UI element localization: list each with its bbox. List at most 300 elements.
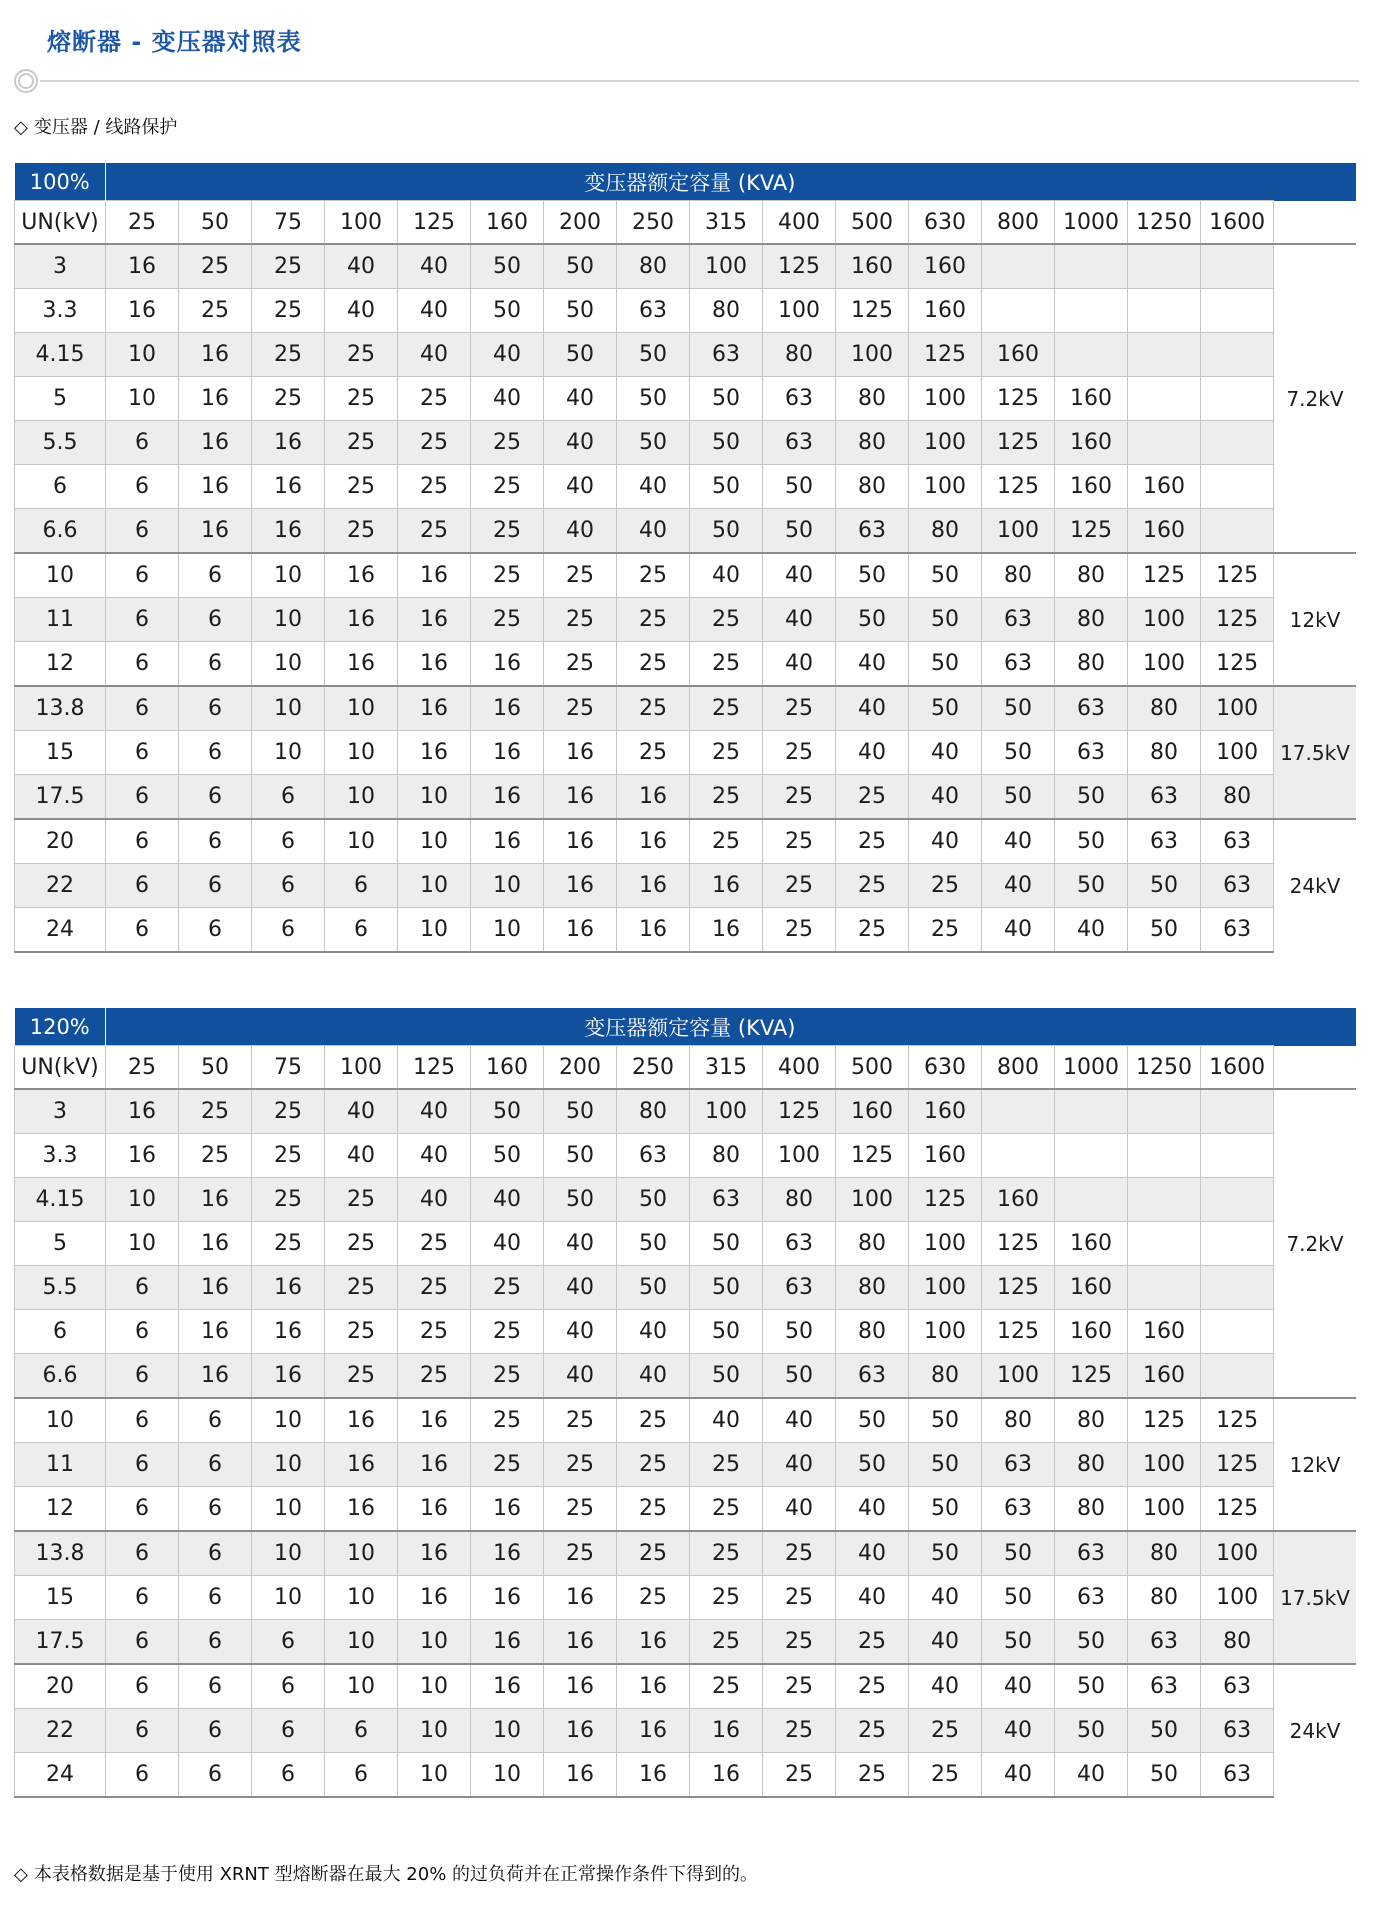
fuse-rating-cell: 16 (617, 775, 690, 820)
fuse-rating-cell: 16 (471, 1487, 544, 1532)
footnote-text: 本表格数据是基于使用 XRNT 型熔断器在最大 20% 的过负荷并在正常操作条件下得到的。 (33, 1864, 759, 1885)
fuse-rating-cell: 16 (106, 1134, 179, 1178)
fuse-rating-cell: 40 (544, 509, 617, 554)
un-kv-header: UN(kV) (15, 1046, 106, 1090)
fuse-rating-cell: 100 (909, 421, 982, 465)
section-subtitle (14, 113, 1359, 139)
load-percent-label: 100% (15, 163, 106, 201)
fuse-rating-cell: 63 (1055, 686, 1128, 731)
fuse-rating-cell: 125 (909, 333, 982, 377)
capacity-column-header: 1250 (1128, 1046, 1201, 1090)
fuse-rating-cell: 16 (398, 642, 471, 687)
fuse-rating-cell: 63 (1128, 819, 1201, 864)
fuse-rating-cell: 25 (179, 289, 252, 333)
fuse-rating-cell: 25 (398, 421, 471, 465)
fuse-rating-cell (1128, 244, 1201, 289)
table-row (15, 1266, 1356, 1310)
row-un-label: 5.5 (15, 1266, 106, 1310)
fuse-rating-cell: 160 (1055, 1266, 1128, 1310)
fuse-rating-cell: 100 (1128, 1487, 1201, 1532)
fuse-rating-cell: 40 (544, 1354, 617, 1399)
capacity-column-header: 800 (982, 1046, 1055, 1090)
fuse-rating-cell: 16 (398, 598, 471, 642)
ring-icon (14, 69, 38, 93)
fuse-rating-cell: 25 (471, 1443, 544, 1487)
fuse-rating-cell: 80 (763, 333, 836, 377)
row-un-label: 3 (15, 1089, 106, 1134)
fuse-rating-cell: 50 (617, 377, 690, 421)
fuse-rating-cell: 50 (544, 289, 617, 333)
fuse-rating-cell: 6 (252, 908, 325, 953)
fuse-rating-cell: 16 (544, 731, 617, 775)
fuse-rating-cell: 10 (398, 775, 471, 820)
fuse-rating-cell: 25 (471, 509, 544, 554)
fuse-rating-cell: 10 (252, 1576, 325, 1620)
fuse-rating-cell (1055, 289, 1128, 333)
fuse-rating-cell: 6 (179, 908, 252, 953)
fuse-rating-cell: 6 (252, 1753, 325, 1798)
fuse-rating-cell: 125 (1201, 642, 1274, 687)
fuse-rating-cell: 6 (106, 1753, 179, 1798)
fuse-rating-cell (1055, 244, 1128, 289)
fuse-rating-cell: 125 (1128, 553, 1201, 598)
fuse-rating-cell: 63 (763, 1266, 836, 1310)
fuse-rating-cell: 50 (690, 421, 763, 465)
fuse-rating-cell: 25 (544, 1443, 617, 1487)
fuse-rating-cell: 40 (836, 1487, 909, 1532)
fuse-rating-cell: 10 (325, 1664, 398, 1709)
capacity-column-header: 315 (690, 1046, 763, 1090)
fuse-rating-cell: 16 (179, 421, 252, 465)
fuse-rating-cell: 10 (325, 686, 398, 731)
fuse-rating-cell: 125 (1201, 553, 1274, 598)
fuse-rating-cell: 10 (471, 1753, 544, 1798)
fuse-rating-cell: 25 (252, 1134, 325, 1178)
fuse-rating-cell: 25 (252, 333, 325, 377)
table-row (15, 1576, 1356, 1620)
fuse-rating-cell: 25 (763, 819, 836, 864)
capacity-column-header: 250 (617, 1046, 690, 1090)
fuse-rating-cell: 40 (763, 598, 836, 642)
fuse-rating-cell: 40 (836, 686, 909, 731)
fuse-rating-cell: 25 (690, 1620, 763, 1665)
fuse-rating-cell: 25 (909, 908, 982, 953)
fuse-rating-cell: 160 (1128, 1310, 1201, 1354)
fuse-rating-cell: 160 (909, 1134, 982, 1178)
fuse-rating-cell: 40 (982, 1664, 1055, 1709)
diamond-icon: ◇ (14, 1864, 28, 1885)
kv-column-spacer (1274, 1046, 1356, 1090)
fuse-rating-cell: 25 (471, 598, 544, 642)
fuse-rating-cell: 50 (1055, 1620, 1128, 1665)
fuse-rating-cell: 16 (690, 908, 763, 953)
fuse-rating-cell: 25 (252, 1089, 325, 1134)
fuse-rating-cell: 100 (763, 289, 836, 333)
fuse-rating-cell: 40 (982, 864, 1055, 908)
fuse-rating-cell (1201, 1134, 1274, 1178)
fuse-rating-cell: 63 (1055, 1576, 1128, 1620)
fuse-rating-cell: 63 (1055, 1531, 1128, 1576)
fuse-rating-cell: 25 (471, 1310, 544, 1354)
fuse-rating-cell: 6 (252, 1709, 325, 1753)
fuse-rating-cell: 63 (982, 642, 1055, 687)
fuse-rating-cell: 63 (690, 333, 763, 377)
table-row (15, 1398, 1356, 1443)
row-un-label: 6.6 (15, 509, 106, 554)
fuse-rating-cell: 10 (471, 908, 544, 953)
capacity-column-header: 160 (471, 1046, 544, 1090)
fuse-rating-cell: 10 (106, 333, 179, 377)
fuse-rating-cell: 80 (909, 509, 982, 554)
fuse-rating-cell: 10 (252, 686, 325, 731)
fuse-rating-cell: 160 (982, 1178, 1055, 1222)
fuse-rating-cell: 25 (836, 1664, 909, 1709)
fuse-rating-cell: 16 (617, 908, 690, 953)
capacity-column-header: 50 (179, 201, 252, 245)
fuse-rating-cell: 6 (106, 775, 179, 820)
fuse-rating-cell: 80 (1055, 1443, 1128, 1487)
fuse-rating-cell: 25 (325, 1310, 398, 1354)
fuse-rating-cell: 25 (471, 421, 544, 465)
row-un-label: 22 (15, 1709, 106, 1753)
fuse-rating-cell: 100 (1128, 598, 1201, 642)
fuse-rating-cell: 25 (325, 509, 398, 554)
fuse-rating-cell: 10 (325, 1620, 398, 1665)
fuse-rating-cell (982, 244, 1055, 289)
row-un-label: 6 (15, 1310, 106, 1354)
voltage-group-label: 12kV (1274, 1398, 1356, 1531)
fuse-rating-cell (1128, 1134, 1201, 1178)
fuse-rating-cell: 25 (617, 686, 690, 731)
fuse-rating-cell: 10 (398, 819, 471, 864)
fuse-rating-cell: 25 (325, 1354, 398, 1399)
fuse-rating-cell: 160 (909, 1089, 982, 1134)
fuse-rating-cell: 16 (690, 1753, 763, 1798)
fuse-rating-cell: 25 (544, 598, 617, 642)
header-rule (14, 65, 1359, 97)
fuse-rating-cell: 16 (252, 1310, 325, 1354)
fuse-rating-cell: 63 (836, 1354, 909, 1399)
fuse-rating-cell: 50 (471, 289, 544, 333)
fuse-rating-cell: 50 (544, 1134, 617, 1178)
fuse-rating-cell: 25 (690, 598, 763, 642)
fuse-rating-cell: 25 (179, 1134, 252, 1178)
fuse-rating-cell: 16 (617, 819, 690, 864)
table-row (15, 819, 1356, 864)
fuse-rating-cell: 125 (1128, 1398, 1201, 1443)
capacity-column-header: 25 (106, 1046, 179, 1090)
fuse-rating-cell: 100 (1201, 1576, 1274, 1620)
fuse-rating-cell: 50 (617, 1266, 690, 1310)
fuse-rating-cell: 16 (544, 1753, 617, 1798)
fuse-rating-cell: 125 (836, 1134, 909, 1178)
table-row (15, 908, 1356, 953)
fuse-rating-cell: 25 (763, 1664, 836, 1709)
table-row (15, 377, 1356, 421)
fuse-rating-cell: 16 (179, 509, 252, 554)
fuse-rating-cell: 125 (982, 465, 1055, 509)
fuse-rating-cell: 6 (106, 819, 179, 864)
capacity-column-header: 200 (544, 1046, 617, 1090)
fuse-rating-cell: 6 (325, 1753, 398, 1798)
fuse-rating-cell: 25 (836, 1753, 909, 1798)
table-row (15, 686, 1356, 731)
fuse-rating-cell: 25 (398, 509, 471, 554)
fuse-rating-cell: 6 (179, 731, 252, 775)
fuse-rating-cell (1128, 1266, 1201, 1310)
footnote (14, 1860, 1359, 1886)
fuse-rating-cell: 25 (617, 731, 690, 775)
capacity-column-header: 500 (836, 1046, 909, 1090)
fuse-rating-cell: 16 (471, 1576, 544, 1620)
fuse-rating-cell: 125 (1201, 598, 1274, 642)
fuse-rating-cell: 63 (1201, 1664, 1274, 1709)
fuse-rating-cell: 6 (106, 1531, 179, 1576)
fuse-rating-cell: 50 (690, 1266, 763, 1310)
fuse-rating-cell: 160 (1055, 465, 1128, 509)
fuse-rating-cell: 25 (252, 1178, 325, 1222)
fuse-rating-cell: 50 (1055, 864, 1128, 908)
table-row (15, 642, 1356, 687)
fuse-rating-cell: 63 (690, 1178, 763, 1222)
fuse-rating-cell: 16 (690, 1709, 763, 1753)
fuse-rating-cell: 40 (325, 1134, 398, 1178)
fuse-rating-cell: 25 (690, 1531, 763, 1576)
row-un-label: 11 (15, 1443, 106, 1487)
fuse-rating-cell: 6 (179, 1620, 252, 1665)
fuse-rating-cell: 25 (690, 642, 763, 687)
fuse-rating-cell: 6 (106, 1443, 179, 1487)
fuse-rating-cell: 25 (690, 1664, 763, 1709)
fuse-rating-cell: 80 (1055, 598, 1128, 642)
fuse-rating-cell: 25 (252, 289, 325, 333)
fuse-rating-cell: 6 (179, 1487, 252, 1532)
fuse-rating-cell: 100 (1128, 1443, 1201, 1487)
table-row (15, 864, 1356, 908)
fuse-rating-cell: 25 (398, 1266, 471, 1310)
fuse-rating-cell: 25 (690, 819, 763, 864)
voltage-group-label: 24kV (1274, 1664, 1356, 1797)
subtitle-text: 变压器 / 线路保护 (33, 117, 178, 138)
fuse-rating-cell: 100 (982, 1354, 1055, 1399)
fuse-rating-cell: 25 (836, 775, 909, 820)
fuse-rating-cell (1201, 1222, 1274, 1266)
fuse-rating-cell: 50 (836, 553, 909, 598)
fuse-rating-cell: 160 (982, 333, 1055, 377)
fuse-rating-cell: 6 (106, 908, 179, 953)
fuse-rating-cell: 10 (106, 1178, 179, 1222)
capacity-column-header: 50 (179, 1046, 252, 1090)
fuse-rating-cell: 40 (690, 553, 763, 598)
table-row (15, 1709, 1356, 1753)
fuse-rating-cell: 40 (982, 1709, 1055, 1753)
fuse-rating-cell: 63 (617, 1134, 690, 1178)
fuse-rating-cell: 125 (1055, 1354, 1128, 1399)
fuse-rating-cell: 25 (398, 465, 471, 509)
capacity-column-header: 100 (325, 201, 398, 245)
fuse-rating-cell: 100 (690, 1089, 763, 1134)
row-un-label: 13.8 (15, 686, 106, 731)
fuse-rating-cell: 40 (836, 642, 909, 687)
fuse-rating-cell: 40 (398, 1134, 471, 1178)
row-un-label: 10 (15, 1398, 106, 1443)
fuse-rating-cell: 160 (836, 1089, 909, 1134)
fuse-rating-cell: 16 (471, 686, 544, 731)
fuse-rating-cell: 80 (1055, 642, 1128, 687)
capacity-column-header: 400 (763, 1046, 836, 1090)
fuse-rating-cell: 10 (325, 819, 398, 864)
row-un-label: 5 (15, 377, 106, 421)
kv-band-filler (1274, 163, 1356, 201)
fuse-rating-cell: 50 (909, 598, 982, 642)
fuse-rating-cell: 80 (617, 244, 690, 289)
table-row (15, 244, 1356, 289)
fuse-rating-cell: 80 (1055, 553, 1128, 598)
fuse-rating-cell: 6 (106, 1266, 179, 1310)
fuse-rating-cell: 40 (544, 1222, 617, 1266)
table-row (15, 731, 1356, 775)
fuse-transformer-table (14, 163, 1356, 953)
fuse-rating-cell: 40 (763, 642, 836, 687)
table-row (15, 598, 1356, 642)
voltage-group-label: 7.2kV (1274, 1089, 1356, 1398)
fuse-rating-cell: 50 (982, 686, 1055, 731)
fuse-rating-cell: 25 (617, 553, 690, 598)
fuse-rating-cell: 25 (544, 1487, 617, 1532)
fuse-rating-cell: 10 (106, 1222, 179, 1266)
capacity-column-header: 75 (252, 1046, 325, 1090)
fuse-rating-cell: 10 (252, 642, 325, 687)
fuse-rating-cell: 10 (398, 864, 471, 908)
fuse-rating-cell: 80 (982, 553, 1055, 598)
fuse-rating-cell (1201, 1354, 1274, 1399)
fuse-rating-cell: 16 (471, 731, 544, 775)
fuse-rating-cell: 125 (982, 1222, 1055, 1266)
fuse-rating-cell: 16 (398, 1531, 471, 1576)
fuse-rating-cell: 50 (909, 1531, 982, 1576)
fuse-rating-cell: 6 (106, 1576, 179, 1620)
fuse-rating-cell: 6 (106, 465, 179, 509)
fuse-rating-cell: 125 (1055, 509, 1128, 554)
fuse-rating-cell: 25 (544, 553, 617, 598)
fuse-rating-cell: 25 (325, 377, 398, 421)
row-un-label: 3 (15, 244, 106, 289)
row-un-label: 6 (15, 465, 106, 509)
fuse-rating-cell: 25 (836, 1620, 909, 1665)
fuse-rating-cell: 16 (179, 1310, 252, 1354)
fuse-rating-cell: 50 (982, 775, 1055, 820)
fuse-rating-cell (1055, 1089, 1128, 1134)
table-row (15, 1089, 1356, 1134)
fuse-rating-cell: 40 (617, 1310, 690, 1354)
fuse-rating-cell: 6 (106, 553, 179, 598)
fuse-rating-cell: 25 (836, 908, 909, 953)
fuse-rating-cell: 25 (617, 1398, 690, 1443)
fuse-rating-cell: 40 (909, 1620, 982, 1665)
capacity-column-header: 125 (398, 201, 471, 245)
fuse-rating-cell: 10 (398, 1620, 471, 1665)
row-un-label: 4.15 (15, 1178, 106, 1222)
fuse-rating-cell: 63 (982, 1443, 1055, 1487)
fuse-rating-cell: 160 (1055, 421, 1128, 465)
fuse-rating-cell: 40 (982, 819, 1055, 864)
fuse-rating-cell: 50 (763, 1310, 836, 1354)
fuse-rating-cell: 6 (179, 1398, 252, 1443)
fuse-rating-cell: 100 (1201, 1531, 1274, 1576)
fuse-rating-cell: 40 (617, 465, 690, 509)
fuse-rating-cell (1128, 377, 1201, 421)
fuse-rating-cell: 6 (179, 1531, 252, 1576)
fuse-rating-cell (1201, 377, 1274, 421)
fuse-rating-cell: 6 (179, 1753, 252, 1798)
fuse-rating-cell: 25 (763, 775, 836, 820)
fuse-rating-cell: 50 (1128, 1753, 1201, 1798)
fuse-rating-cell: 10 (252, 1443, 325, 1487)
capacity-column-header: 630 (909, 201, 982, 245)
fuse-rating-cell (1128, 333, 1201, 377)
capacity-column-header: 315 (690, 201, 763, 245)
capacity-column-header: 1250 (1128, 201, 1201, 245)
fuse-rating-cell: 25 (836, 819, 909, 864)
fuse-rating-cell: 50 (690, 377, 763, 421)
fuse-rating-cell: 25 (690, 775, 763, 820)
capacity-column-header: 75 (252, 201, 325, 245)
fuse-rating-cell: 16 (252, 1354, 325, 1399)
fuse-rating-cell: 40 (544, 1310, 617, 1354)
fuse-rating-cell: 80 (1055, 1398, 1128, 1443)
fuse-rating-cell: 50 (982, 1576, 1055, 1620)
fuse-rating-cell: 40 (909, 1576, 982, 1620)
fuse-rating-cell: 6 (179, 1664, 252, 1709)
fuse-rating-cell: 10 (252, 598, 325, 642)
capacity-header: 变压器额定容量 (KVA) (106, 163, 1274, 201)
fuse-rating-cell: 6 (179, 686, 252, 731)
row-un-label: 5.5 (15, 421, 106, 465)
fuse-rating-cell: 40 (544, 377, 617, 421)
fuse-rating-cell: 25 (325, 1266, 398, 1310)
fuse-rating-cell: 40 (471, 333, 544, 377)
capacity-column-header: 250 (617, 201, 690, 245)
fuse-rating-cell: 25 (909, 1709, 982, 1753)
fuse-rating-cell: 100 (1201, 731, 1274, 775)
fuse-rating-cell: 6 (179, 775, 252, 820)
fuse-rating-cell: 160 (1128, 465, 1201, 509)
fuse-rating-cell: 80 (690, 1134, 763, 1178)
fuse-rating-cell: 40 (1055, 908, 1128, 953)
fuse-rating-cell: 125 (909, 1178, 982, 1222)
fuse-rating-cell: 50 (909, 642, 982, 687)
row-un-label: 15 (15, 731, 106, 775)
fuse-rating-cell: 40 (617, 1354, 690, 1399)
row-un-label: 12 (15, 642, 106, 687)
fuse-rating-cell: 63 (1055, 731, 1128, 775)
fuse-rating-cell: 160 (909, 289, 982, 333)
fuse-rating-cell: 16 (471, 775, 544, 820)
fuse-rating-cell: 25 (690, 686, 763, 731)
fuse-rating-cell: 40 (398, 333, 471, 377)
fuse-rating-cell: 50 (1128, 908, 1201, 953)
fuse-rating-cell: 25 (763, 1620, 836, 1665)
fuse-rating-cell: 40 (325, 289, 398, 333)
fuse-rating-cell: 16 (179, 465, 252, 509)
table-row (15, 1178, 1356, 1222)
fuse-rating-cell: 50 (836, 1443, 909, 1487)
fuse-rating-cell: 6 (179, 553, 252, 598)
fuse-rating-cell (1201, 244, 1274, 289)
fuse-rating-cell: 6 (106, 1398, 179, 1443)
fuse-rating-cell: 50 (836, 598, 909, 642)
fuse-rating-cell: 6 (325, 908, 398, 953)
